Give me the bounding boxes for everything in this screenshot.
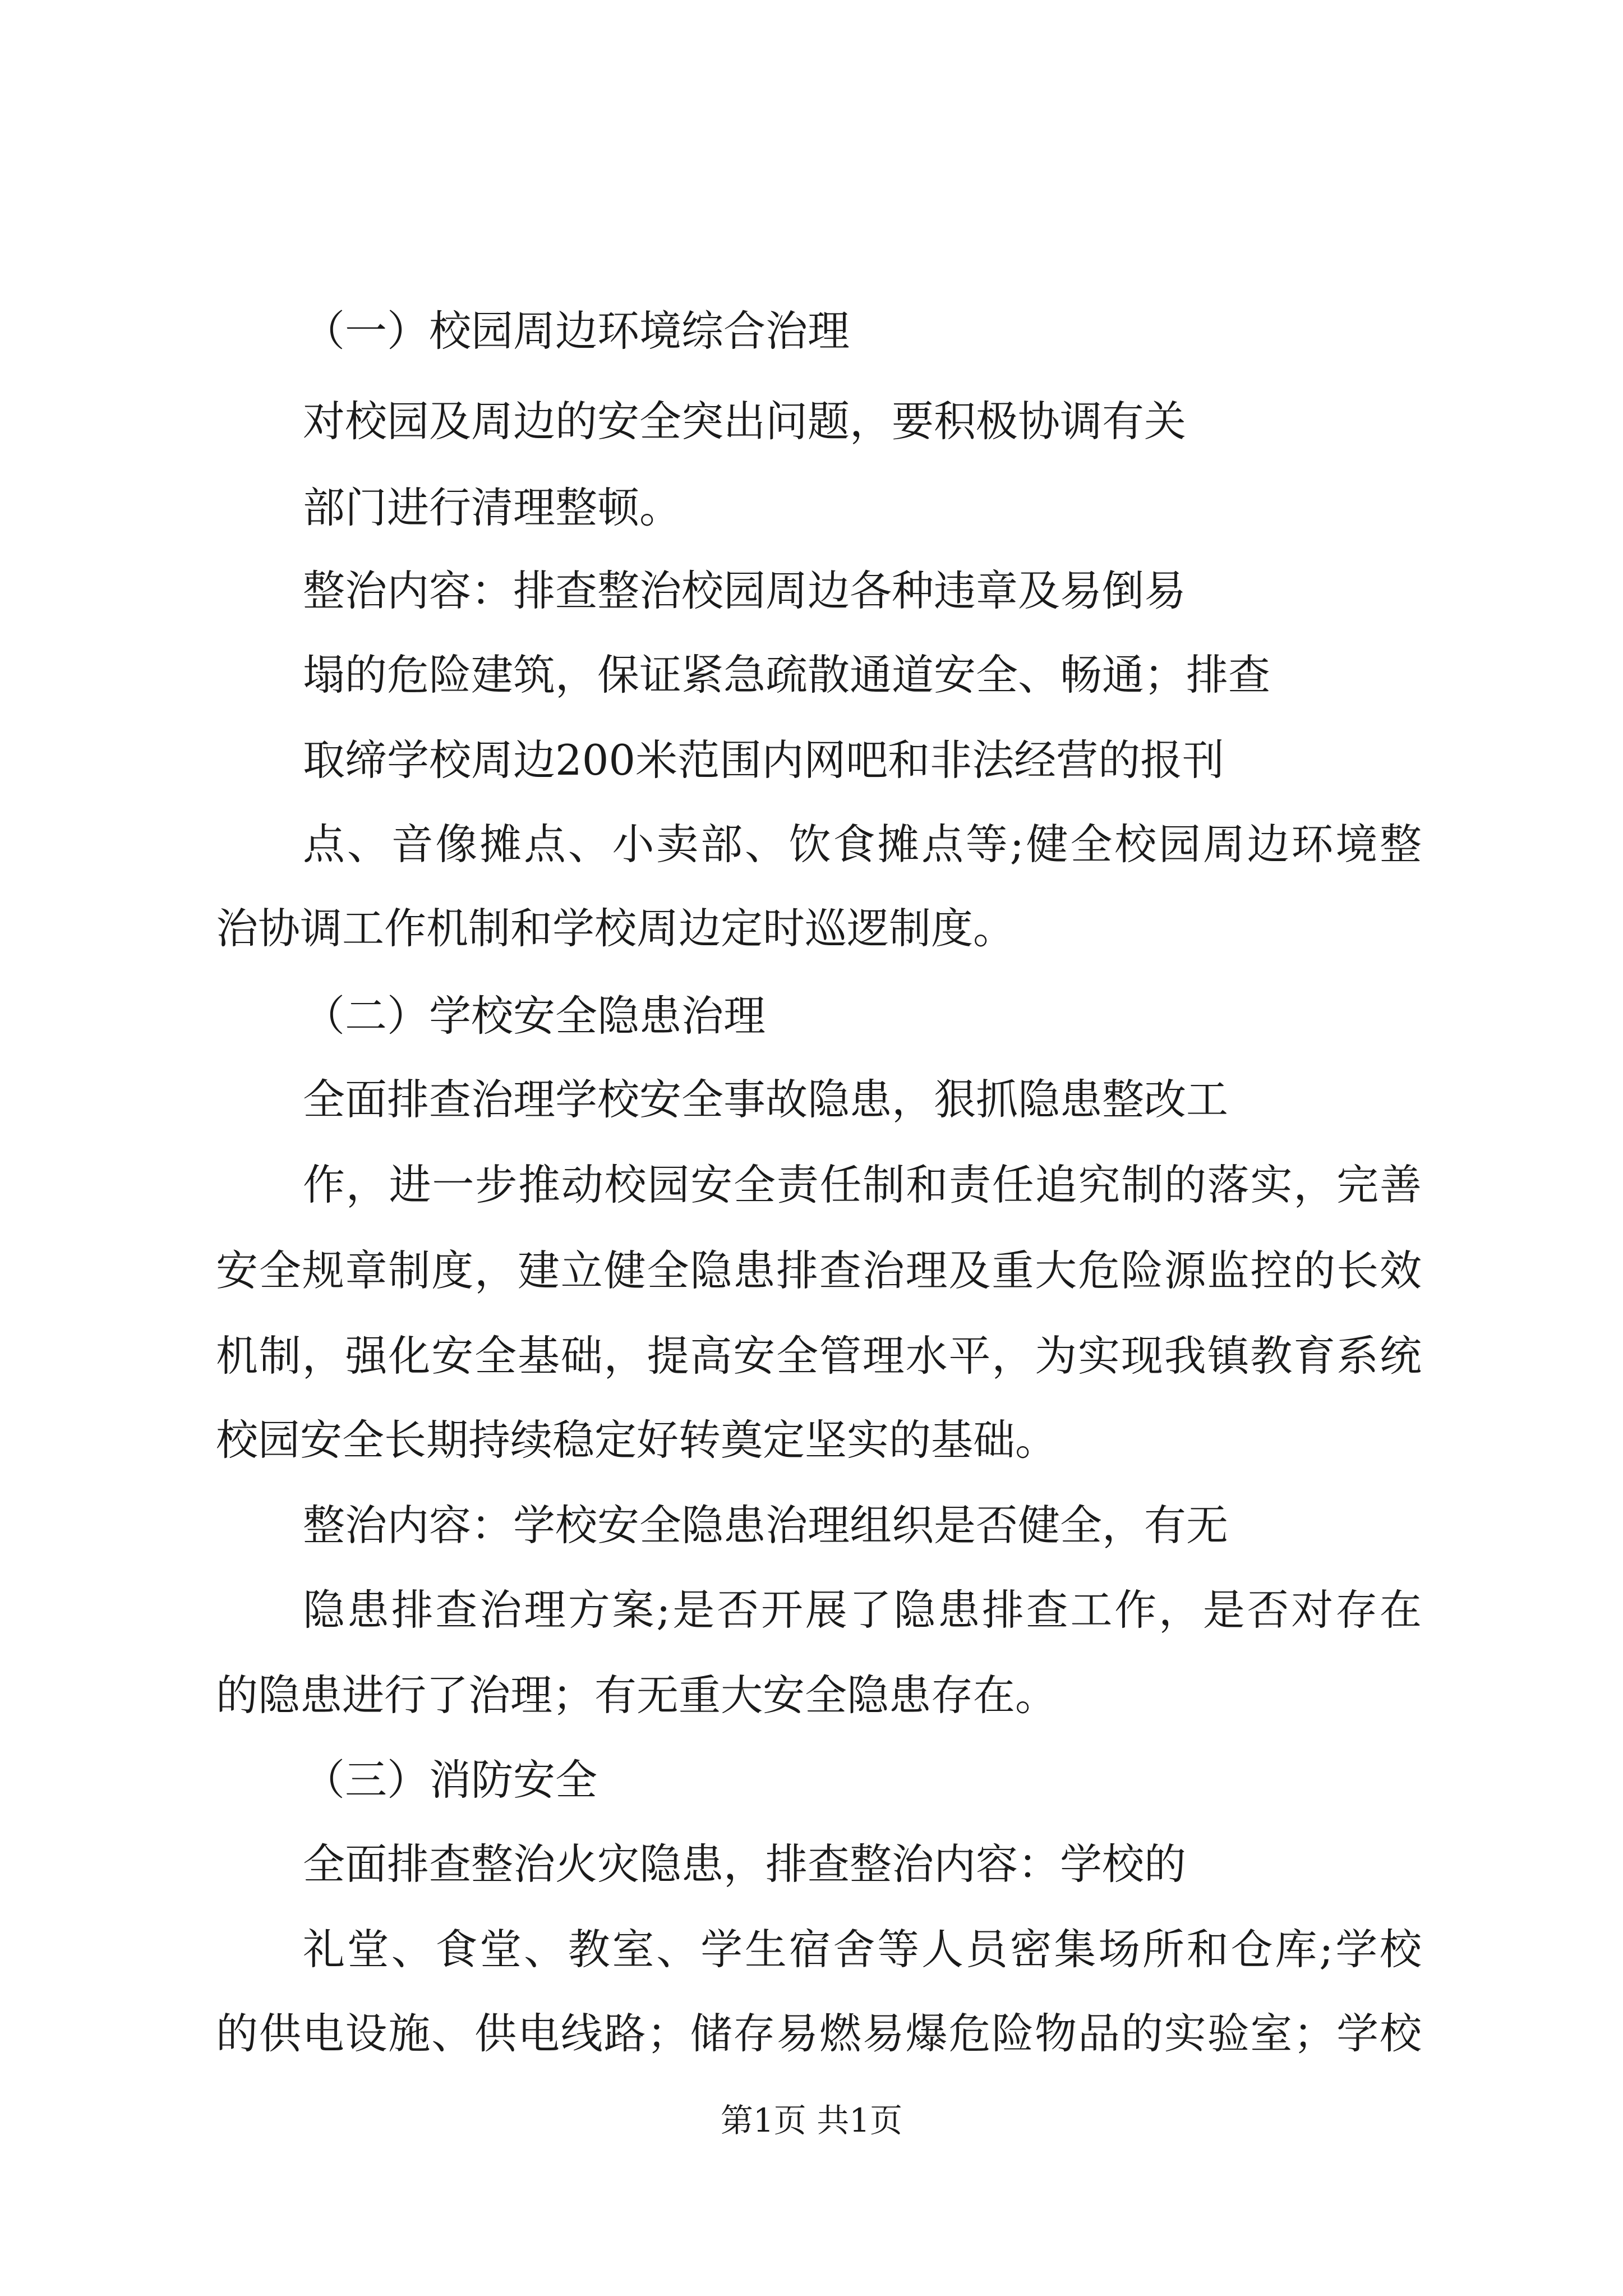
section-heading-1: （一）校园周边环境综合治理 [303,306,850,356]
paragraph-line: 作，进一步推动校园安全责任制和责任追究制的落实，完善 [303,1160,1422,1209]
paragraph-line: 取缔学校周边200米范围内网吧和非法经营的报刊 [303,735,1225,785]
paragraph-line: 全面排查整治火灾隐患，排查整治内容：学校的 [303,1839,1187,1889]
paragraph-line: 隐患排查治理方案;是否开展了隐患排查工作，是否对存在 [303,1585,1422,1635]
section-heading-3: （三）消防安全 [303,1755,598,1805]
paragraph-line: 全面排查治理学校安全事故隐患，狠抓隐患整改工 [303,1075,1229,1124]
paragraph-line: 整治内容：排查整治校园周边各种违章及易倒易 [303,566,1187,615]
paragraph-line: 塌的危险建筑，保证紧急疏散通道安全、畅通；排查 [303,650,1271,700]
paragraph-line: 对校园及周边的安全突出问题，要积极协调有关 [303,397,1187,446]
paragraph-line: 校园安全长期持续稳定好转奠定坚实的基础。 [216,1415,1058,1465]
paragraph-line: 部门进行清理整顿。 [303,483,682,532]
paragraph-line: 的供电设施、供电线路；储存易燃易爆危险物品的实验室；学校 [216,2009,1422,2058]
paragraph-line: 安全规章制度，建立健全隐患排查治理及重大危险源监控的长效 [216,1246,1422,1295]
paragraph-line: 点、音像摊点、小卖部、饮食摊点等;健全校园周边环境整 [303,820,1422,869]
paragraph-line: 机制，强化安全基础，提高安全管理水平，为实现我镇教育系统 [216,1331,1422,1381]
page-footer: 第1页 共1页 [720,2101,903,2139]
paragraph-line: 的隐患进行了治理；有无重大安全隐患存在。 [216,1671,1058,1720]
section-heading-2: （二）学校安全隐患治理 [303,991,766,1041]
paragraph-line: 礼堂、食堂、教室、学生宿舍等人员密集场所和仓库;学校 [303,1925,1422,1974]
paragraph-line: 治协调工作机制和学校周边定时巡逻制度。 [216,904,1016,953]
paragraph-line: 整治内容：学校安全隐患治理组织是否健全，有无 [303,1501,1229,1550]
